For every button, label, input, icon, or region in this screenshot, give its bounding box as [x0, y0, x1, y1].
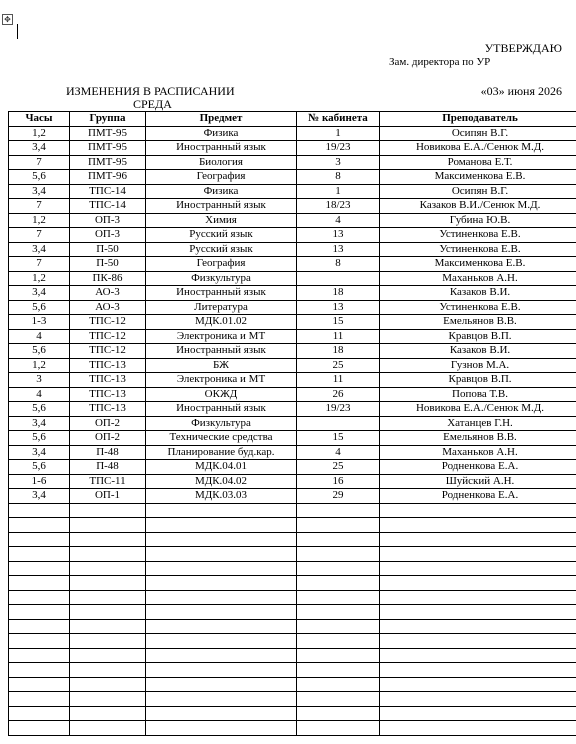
cell-teacher[interactable]: Шуйский А.Н. — [380, 474, 576, 489]
cell-group[interactable]: ОП-1 — [70, 489, 146, 504]
empty-cell[interactable] — [380, 663, 576, 678]
cell-room[interactable]: 4 — [297, 445, 380, 460]
empty-cell[interactable] — [70, 518, 146, 533]
empty-cell[interactable] — [380, 634, 576, 649]
cell-subject[interactable]: Электроника и МТ — [146, 373, 297, 388]
cell-subject[interactable]: МДК.01.02 — [146, 315, 297, 330]
table-row — [9, 315, 576, 330]
cell-teacher[interactable]: Устиненкова Е.В. — [380, 300, 576, 315]
header-group: Группа — [70, 112, 146, 127]
empty-cell[interactable] — [9, 518, 70, 533]
table-row — [9, 228, 576, 243]
cell-subject[interactable]: МДК.03.03 — [146, 489, 297, 504]
table-row — [9, 431, 576, 446]
table-move-handle-icon[interactable]: ✥ — [2, 14, 13, 25]
empty-cell[interactable] — [380, 561, 576, 576]
cell-hours[interactable]: 3,4 — [9, 184, 70, 199]
table-row — [9, 300, 576, 315]
cell-room[interactable]: 19/23 — [297, 141, 380, 156]
empty-cell[interactable] — [70, 692, 146, 707]
cell-teacher[interactable]: Емельянов В.В. — [380, 431, 576, 446]
cell-teacher[interactable]: Губина Ю.В. — [380, 213, 576, 228]
cell-room[interactable]: 11 — [297, 373, 380, 388]
empty-cell[interactable] — [146, 503, 297, 518]
cell-subject[interactable]: ОКЖД — [146, 387, 297, 402]
cell-group[interactable]: П-50 — [70, 242, 146, 257]
cell-teacher[interactable]: Устиненкова Е.В. — [380, 242, 576, 257]
empty-table-row — [9, 518, 576, 533]
cell-hours[interactable]: 3,4 — [9, 141, 70, 156]
empty-cell[interactable] — [297, 692, 380, 707]
cell-teacher[interactable]: Казаков В.И./Сенюк М.Д. — [380, 199, 576, 214]
cell-room[interactable]: 1 — [297, 184, 380, 199]
empty-cell[interactable] — [9, 706, 70, 721]
cell-hours[interactable]: 7 — [9, 257, 70, 272]
cell-group[interactable]: ОП-3 — [70, 228, 146, 243]
cell-subject[interactable]: Литература — [146, 300, 297, 315]
table-row — [9, 344, 576, 359]
cell-hours[interactable]: 5,6 — [9, 170, 70, 185]
empty-cell[interactable] — [297, 561, 380, 576]
cell-room[interactable]: 29 — [297, 489, 380, 504]
cell-teacher[interactable]: Родненкова Е.А. — [380, 460, 576, 475]
date-label: «03» июня 2026 — [480, 84, 562, 98]
empty-cell[interactable] — [146, 692, 297, 707]
document-title: ИЗМЕНЕНИЯ В РАСПИСАНИИ — [66, 84, 235, 98]
cell-teacher[interactable]: Кравцов В.П. — [380, 329, 576, 344]
empty-table-row — [9, 634, 576, 649]
table-row — [9, 271, 576, 286]
cell-group[interactable]: ТПС-14 — [70, 199, 146, 214]
table-row — [9, 155, 576, 170]
empty-cell[interactable] — [146, 547, 297, 562]
cell-teacher[interactable]: Максименкова Е.В. — [380, 257, 576, 272]
cell-group[interactable]: ОП-2 — [70, 431, 146, 446]
table-row — [9, 373, 576, 388]
cell-hours[interactable]: 7 — [9, 228, 70, 243]
cell-teacher[interactable]: Устиненкова Е.В. — [380, 228, 576, 243]
cell-room[interactable]: 26 — [297, 387, 380, 402]
empty-cell[interactable] — [297, 648, 380, 663]
cell-room[interactable]: 15 — [297, 315, 380, 330]
cell-room[interactable]: 11 — [297, 329, 380, 344]
empty-table-row — [9, 576, 576, 591]
empty-cell[interactable] — [297, 576, 380, 591]
empty-cell[interactable] — [297, 532, 380, 547]
cell-subject[interactable]: География — [146, 170, 297, 185]
empty-cell[interactable] — [146, 576, 297, 591]
cell-subject[interactable]: Физика — [146, 184, 297, 199]
cell-hours[interactable]: 5,6 — [9, 460, 70, 475]
cell-room[interactable]: 1 — [297, 126, 380, 141]
cell-teacher[interactable]: Казаков В.И. — [380, 286, 576, 301]
cell-hours[interactable]: 1,2 — [9, 271, 70, 286]
cell-group[interactable]: ТПС-14 — [70, 184, 146, 199]
cell-subject[interactable]: БЖ — [146, 358, 297, 373]
cell-room[interactable]: 15 — [297, 431, 380, 446]
cell-group[interactable]: ПМТ-95 — [70, 141, 146, 156]
day-label: СРЕДА — [133, 97, 172, 111]
table-row — [9, 170, 576, 185]
empty-cell[interactable] — [9, 590, 70, 605]
cell-room[interactable]: 25 — [297, 358, 380, 373]
empty-cell[interactable] — [9, 532, 70, 547]
empty-cell[interactable] — [70, 561, 146, 576]
empty-cell[interactable] — [9, 721, 70, 736]
table-row — [9, 126, 576, 141]
empty-cell[interactable] — [380, 503, 576, 518]
empty-table-row — [9, 590, 576, 605]
table-row — [9, 257, 576, 272]
empty-cell[interactable] — [146, 721, 297, 736]
table-row — [9, 242, 576, 257]
table-row — [9, 416, 576, 431]
cell-group[interactable]: ПМТ-95 — [70, 126, 146, 141]
cell-room[interactable] — [297, 416, 380, 431]
empty-cell[interactable] — [380, 721, 576, 736]
table-row — [9, 199, 576, 214]
empty-cell[interactable] — [70, 605, 146, 620]
approve-label: УТВЕРЖДАЮ — [484, 41, 562, 55]
cell-group[interactable]: ТПС-13 — [70, 358, 146, 373]
empty-cell[interactable] — [9, 605, 70, 620]
empty-cell[interactable] — [9, 576, 70, 591]
cell-hours[interactable]: 1,2 — [9, 358, 70, 373]
empty-cell[interactable] — [9, 634, 70, 649]
empty-cell[interactable] — [380, 706, 576, 721]
table-row — [9, 358, 576, 373]
empty-cell[interactable] — [297, 590, 380, 605]
cell-hours[interactable]: 4 — [9, 329, 70, 344]
cell-hours[interactable]: 3,4 — [9, 416, 70, 431]
cell-room[interactable]: 18 — [297, 286, 380, 301]
cell-subject[interactable]: Иностранный язык — [146, 286, 297, 301]
empty-cell[interactable] — [146, 619, 297, 634]
cell-group[interactable]: ТПС-12 — [70, 329, 146, 344]
cell-teacher[interactable]: Казаков В.И. — [380, 344, 576, 359]
empty-cell[interactable] — [146, 677, 297, 692]
cell-room[interactable]: 16 — [297, 474, 380, 489]
cell-hours[interactable]: 3,4 — [9, 242, 70, 257]
cell-subject[interactable]: Иностранный язык — [146, 199, 297, 214]
cell-subject[interactable]: География — [146, 257, 297, 272]
cell-teacher[interactable]: Романова Е.Т. — [380, 155, 576, 170]
table-row — [9, 213, 576, 228]
empty-cell[interactable] — [70, 503, 146, 518]
cell-hours[interactable]: 7 — [9, 155, 70, 170]
cell-hours[interactable]: 5,6 — [9, 431, 70, 446]
cell-teacher[interactable]: Попова Т.В. — [380, 387, 576, 402]
table-row — [9, 387, 576, 402]
empty-cell[interactable] — [70, 634, 146, 649]
cell-subject[interactable]: Химия — [146, 213, 297, 228]
cell-room[interactable]: 18/23 — [297, 199, 380, 214]
empty-cell[interactable] — [146, 518, 297, 533]
cell-hours[interactable]: 3 — [9, 373, 70, 388]
empty-cell[interactable] — [70, 590, 146, 605]
empty-table-row — [9, 619, 576, 634]
cell-room[interactable]: 8 — [297, 170, 380, 185]
empty-cell[interactable] — [297, 706, 380, 721]
empty-cell[interactable] — [380, 619, 576, 634]
cell-subject[interactable]: Физкультура — [146, 271, 297, 286]
table-row — [9, 329, 576, 344]
cell-room[interactable] — [297, 271, 380, 286]
empty-cell[interactable] — [9, 648, 70, 663]
cell-group[interactable]: ПК-86 — [70, 271, 146, 286]
cell-room[interactable]: 13 — [297, 242, 380, 257]
empty-cell[interactable] — [297, 503, 380, 518]
cell-room[interactable]: 8 — [297, 257, 380, 272]
empty-cell[interactable] — [297, 721, 380, 736]
empty-cell[interactable] — [9, 692, 70, 707]
empty-cell[interactable] — [146, 634, 297, 649]
deputy-label: Зам. директора по УР — [389, 56, 491, 68]
cell-teacher[interactable]: Хатанцев Г.Н. — [380, 416, 576, 431]
empty-cell[interactable] — [70, 576, 146, 591]
empty-cell[interactable] — [380, 605, 576, 620]
empty-cell[interactable] — [380, 590, 576, 605]
empty-cell[interactable] — [146, 590, 297, 605]
cell-group[interactable]: П-48 — [70, 445, 146, 460]
table-row — [9, 460, 576, 475]
table-row — [9, 445, 576, 460]
empty-table-row — [9, 677, 576, 692]
cell-hours[interactable]: 3,4 — [9, 489, 70, 504]
empty-cell[interactable] — [380, 648, 576, 663]
cell-subject[interactable]: Иностранный язык — [146, 141, 297, 156]
cell-subject[interactable]: МДК.04.01 — [146, 460, 297, 475]
empty-cell[interactable] — [70, 648, 146, 663]
cell-group[interactable]: ТПС-13 — [70, 387, 146, 402]
cell-teacher[interactable]: Новикова Е.А./Сенюк М.Д. — [380, 141, 576, 156]
cell-teacher[interactable]: Маханьков А.Н. — [380, 271, 576, 286]
empty-cell[interactable] — [9, 677, 70, 692]
cell-hours[interactable]: 5,6 — [9, 402, 70, 417]
cell-group[interactable]: П-48 — [70, 460, 146, 475]
empty-cell[interactable] — [70, 677, 146, 692]
cell-group[interactable]: АО-3 — [70, 286, 146, 301]
empty-cell[interactable] — [380, 547, 576, 562]
cell-hours[interactable]: 7 — [9, 199, 70, 214]
table-row — [9, 141, 576, 156]
table-row — [9, 474, 576, 489]
empty-cell[interactable] — [9, 663, 70, 678]
empty-cell[interactable] — [297, 605, 380, 620]
cell-room[interactable]: 18 — [297, 344, 380, 359]
empty-table-row — [9, 605, 576, 620]
table-row — [9, 286, 576, 301]
empty-table-row — [9, 532, 576, 547]
cell-teacher[interactable]: Осипян В.Г. — [380, 126, 576, 141]
empty-cell[interactable] — [70, 663, 146, 678]
cell-group[interactable]: ТПС-12 — [70, 344, 146, 359]
empty-cell[interactable] — [380, 692, 576, 707]
empty-cell[interactable] — [70, 619, 146, 634]
empty-cell[interactable] — [146, 706, 297, 721]
cell-group[interactable]: ОП-2 — [70, 416, 146, 431]
cell-subject[interactable]: Физика — [146, 126, 297, 141]
cell-group[interactable]: П-50 — [70, 257, 146, 272]
cell-teacher[interactable]: Емельянов В.В. — [380, 315, 576, 330]
cell-hours[interactable]: 1-6 — [9, 474, 70, 489]
cell-teacher[interactable]: Маханьков А.Н. — [380, 445, 576, 460]
cell-hours[interactable]: 1,2 — [9, 126, 70, 141]
empty-cell[interactable] — [380, 677, 576, 692]
header-subject: Предмет — [146, 112, 297, 127]
empty-table-row — [9, 547, 576, 562]
empty-table-row — [9, 706, 576, 721]
table-header-row — [9, 112, 576, 127]
header-hours: Часы — [9, 112, 70, 127]
empty-cell[interactable] — [70, 721, 146, 736]
cell-hours[interactable]: 3,4 — [9, 286, 70, 301]
cell-hours[interactable]: 1,2 — [9, 213, 70, 228]
table-row — [9, 489, 576, 504]
cell-subject[interactable]: МДК.04.02 — [146, 474, 297, 489]
empty-cell[interactable] — [146, 605, 297, 620]
cell-group[interactable]: ТПС-13 — [70, 402, 146, 417]
empty-table-row — [9, 721, 576, 736]
cell-subject[interactable]: Планирование буд.кар. — [146, 445, 297, 460]
empty-cell[interactable] — [70, 532, 146, 547]
empty-table-row — [9, 648, 576, 663]
cell-group[interactable]: ПМТ-95 — [70, 155, 146, 170]
cell-subject[interactable]: Русский язык — [146, 228, 297, 243]
cell-group[interactable]: ПМТ-96 — [70, 170, 146, 185]
cell-teacher[interactable]: Новикова Е.А./Сенюк М.Д. — [380, 402, 576, 417]
empty-cell[interactable] — [146, 561, 297, 576]
cell-hours[interactable]: 3,4 — [9, 445, 70, 460]
header-teacher: Преподаватель — [380, 112, 576, 127]
empty-cell[interactable] — [297, 677, 380, 692]
cell-room[interactable]: 13 — [297, 228, 380, 243]
cell-group[interactable]: ТПС-11 — [70, 474, 146, 489]
cell-subject[interactable]: Биология — [146, 155, 297, 170]
empty-cell[interactable] — [380, 518, 576, 533]
empty-cell[interactable] — [380, 576, 576, 591]
empty-cell[interactable] — [9, 619, 70, 634]
table-row — [9, 184, 576, 199]
cell-room[interactable]: 13 — [297, 300, 380, 315]
cell-room[interactable]: 3 — [297, 155, 380, 170]
empty-table-row — [9, 503, 576, 518]
cell-teacher[interactable]: Гузнов М.А. — [380, 358, 576, 373]
cell-hours[interactable]: 5,6 — [9, 344, 70, 359]
empty-cell[interactable] — [380, 532, 576, 547]
schedule-table — [8, 111, 576, 736]
cell-subject[interactable]: Иностранный язык — [146, 344, 297, 359]
empty-cell[interactable] — [297, 619, 380, 634]
text-cursor — [17, 24, 18, 39]
empty-cell[interactable] — [297, 663, 380, 678]
empty-cell[interactable] — [9, 503, 70, 518]
cell-subject[interactable]: Физкультура — [146, 416, 297, 431]
cell-subject[interactable]: Иностранный язык — [146, 402, 297, 417]
cell-teacher[interactable]: Максименкова Е.В. — [380, 170, 576, 185]
cell-room[interactable]: 4 — [297, 213, 380, 228]
cell-group[interactable]: ТПС-13 — [70, 373, 146, 388]
header-room: № кабинета — [297, 112, 380, 127]
empty-cell[interactable] — [297, 547, 380, 562]
empty-cell[interactable] — [297, 518, 380, 533]
empty-cell[interactable] — [146, 648, 297, 663]
empty-cell[interactable] — [70, 547, 146, 562]
cell-teacher[interactable]: Кравцов В.П. — [380, 373, 576, 388]
cell-group[interactable]: ТПС-12 — [70, 315, 146, 330]
cell-group[interactable]: АО-3 — [70, 300, 146, 315]
cell-room[interactable]: 25 — [297, 460, 380, 475]
empty-cell[interactable] — [70, 706, 146, 721]
table-row — [9, 402, 576, 417]
cell-subject[interactable]: Технические средства — [146, 431, 297, 446]
empty-cell[interactable] — [9, 561, 70, 576]
empty-cell[interactable] — [146, 532, 297, 547]
cell-teacher[interactable]: Родненкова Е.А. — [380, 489, 576, 504]
cell-subject[interactable]: Электроника и МТ — [146, 329, 297, 344]
cell-hours[interactable]: 1-3 — [9, 315, 70, 330]
cell-subject[interactable]: Русский язык — [146, 242, 297, 257]
empty-table-row — [9, 692, 576, 707]
empty-table-row — [9, 561, 576, 576]
cell-teacher[interactable]: Осипян В.Г. — [380, 184, 576, 199]
empty-cell[interactable] — [297, 634, 380, 649]
empty-cell[interactable] — [9, 547, 70, 562]
empty-table-row — [9, 663, 576, 678]
cell-hours[interactable]: 5,6 — [9, 300, 70, 315]
empty-cell[interactable] — [146, 663, 297, 678]
cell-room[interactable]: 19/23 — [297, 402, 380, 417]
cell-group[interactable]: ОП-3 — [70, 213, 146, 228]
cell-hours[interactable]: 4 — [9, 387, 70, 402]
